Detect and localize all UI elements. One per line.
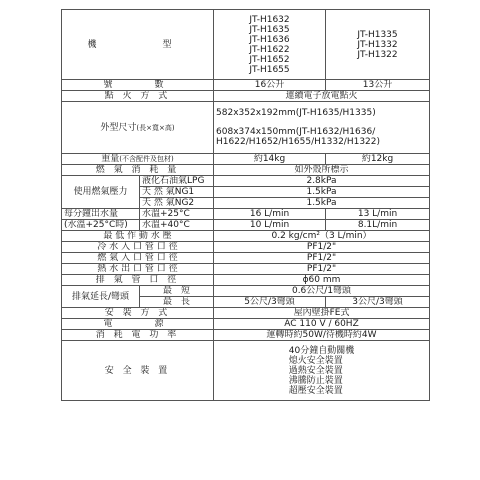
safety-item-2: 熄火安全裝置 [288, 355, 343, 366]
dimensions-label: 外型尺寸 [100, 122, 137, 133]
size-no-label: 號 數 [62, 80, 214, 91]
row-power [62, 319, 430, 330]
safety-item-3: 過熱安全裝置 [288, 365, 343, 376]
model-a-2: JT-H1635 [249, 24, 290, 35]
model-a-4: JT-H1622 [249, 44, 290, 55]
dimensions-line2a: 608x374x150mm(JT-H1632/H1636/ [216, 127, 376, 137]
row-weight [62, 154, 430, 165]
exhaust-label: 排 氣 管 口 徑 [62, 275, 214, 286]
dimensions-line1: 582x352x192mm(JT-H1635/H1335) [216, 108, 376, 118]
dimensions-line2b: H1622/H1652/H1655/H1332/H1322) [216, 137, 381, 147]
min-pressure-label: 最 低 作 動 水 壓 [62, 231, 214, 242]
cold-in-value: PF1/2" [214, 242, 430, 253]
output-a-1: 16 L/min [214, 209, 326, 220]
exhaust-ext-label: 排氣延長/彎頭 [62, 286, 140, 308]
ignition-label: 點 火 方 式 [62, 91, 214, 102]
power-label: 電 源 [62, 319, 214, 330]
cold-in-label: 冷 水 入 口 管 口 徑 [62, 242, 214, 253]
model-b-2: JT-H1332 [357, 39, 398, 50]
weight-b: 約12kg [326, 154, 430, 165]
output-label-1: 每分鐘出水量 [62, 209, 140, 220]
output-b-2: 8.1L/min [326, 220, 430, 231]
row-ignition [62, 91, 430, 102]
output-label-2: (水溫+25°C時) [62, 220, 140, 231]
row-safety [62, 341, 430, 401]
dimensions-label-cell [62, 102, 214, 154]
install-label: 安 裝 方 式 [62, 308, 214, 319]
row-consumption [62, 165, 430, 176]
weight-label-cell [62, 154, 214, 165]
model-a-6: JT-H1655 [249, 64, 290, 75]
ignition-value: 連續電子放電點火 [214, 91, 430, 102]
model-a-1: JT-H1632 [249, 14, 290, 25]
pressure-value-2: 1.5kPa [214, 187, 430, 198]
size-no-a: 16公升 [214, 80, 326, 91]
output-cond-2: 水溫+40°C [140, 220, 214, 231]
power-value: AC 110 V / 60HZ [214, 319, 430, 330]
weight-label: 重量 [101, 154, 120, 164]
min-pressure-value: 0.2 kg/cm²（3 L/min） [214, 231, 430, 242]
exhaust-long-a: 5公尺/3彎頭 [214, 297, 326, 308]
gas-in-label: 燃 氣 入 口 管 口 徑 [62, 253, 214, 264]
output-a-2: 10 L/min [214, 220, 326, 231]
row-power-use [62, 330, 430, 341]
dimensions-label-note: (長×寬×高) [136, 123, 175, 132]
model-label: 機 型 [62, 10, 214, 80]
output-cond-1: 水溫+25°C [140, 209, 214, 220]
row-exhaust [62, 275, 430, 286]
safety-list [214, 341, 430, 401]
row-hot-out [62, 264, 430, 275]
row-min-pressure [62, 231, 430, 242]
row-cold-in [62, 242, 430, 253]
hot-out-value: PF1/2" [214, 264, 430, 275]
row-dimensions [62, 102, 430, 154]
weight-label-note: (不含配件及包材) [119, 155, 174, 163]
power-use-value: 運轉時約50W/待機時約4W [214, 330, 430, 341]
size-no-b: 13公升 [326, 80, 430, 91]
pressure-value-1: 2.8kPa [214, 176, 430, 187]
exhaust-long-label: 最 長 [140, 297, 214, 308]
row-output-2 [62, 220, 430, 231]
row-model [62, 10, 430, 80]
model-b-3: JT-H1322 [357, 49, 398, 60]
consumption-label: 燃 氣 消 耗 量 [62, 165, 214, 176]
row-size-no [62, 80, 430, 91]
pressure-gas-2: 天 然 氣NG1 [140, 187, 214, 198]
weight-a: 約14kg [214, 154, 326, 165]
row-pressure-1 [62, 176, 430, 187]
model-b-1: JT-H1335 [357, 29, 398, 40]
exhaust-long-b: 3公尺/3彎頭 [326, 297, 430, 308]
model-a-5: JT-H1652 [249, 54, 290, 65]
spec-sheet [61, 9, 429, 401]
spec-table [61, 9, 430, 401]
pressure-gas-1: 液化石油氣LPG [140, 176, 214, 187]
safety-label: 安 全 裝 置 [62, 341, 214, 401]
safety-item-5: 超壓安全裝置 [288, 385, 343, 396]
pressure-gas-3: 天 然 氣NG2 [140, 198, 214, 209]
hot-out-label: 熱 水 出 口 管 口 徑 [62, 264, 214, 275]
safety-items [289, 346, 354, 396]
exhaust-short-label: 最 短 [140, 286, 214, 297]
gas-in-value: PF1/2" [214, 253, 430, 264]
safety-item-1: 40分鐘自動關機 [288, 345, 355, 356]
model-group-b [326, 10, 430, 80]
power-use-label: 消 耗 電 功 率 [62, 330, 214, 341]
dimensions-value [214, 102, 430, 154]
safety-item-4: 沸騰防止裝置 [288, 375, 343, 386]
row-output-1 [62, 209, 430, 220]
pressure-label: 使用燃氣壓力 [62, 176, 140, 209]
install-value: 屋內壁掛FE式 [214, 308, 430, 319]
pressure-value-3: 1.5kPa [214, 198, 430, 209]
model-a-3: JT-H1636 [249, 34, 290, 45]
exhaust-short-value: 0.6公尺/1彎頭 [214, 286, 430, 297]
row-exhaust-short [62, 286, 430, 297]
output-b-1: 13 L/min [326, 209, 430, 220]
row-install [62, 308, 430, 319]
consumption-value: 如外殼所標示 [214, 165, 430, 176]
row-gas-in [62, 253, 430, 264]
model-group-a [214, 10, 326, 80]
exhaust-value: ϕ60 mm [214, 275, 430, 286]
